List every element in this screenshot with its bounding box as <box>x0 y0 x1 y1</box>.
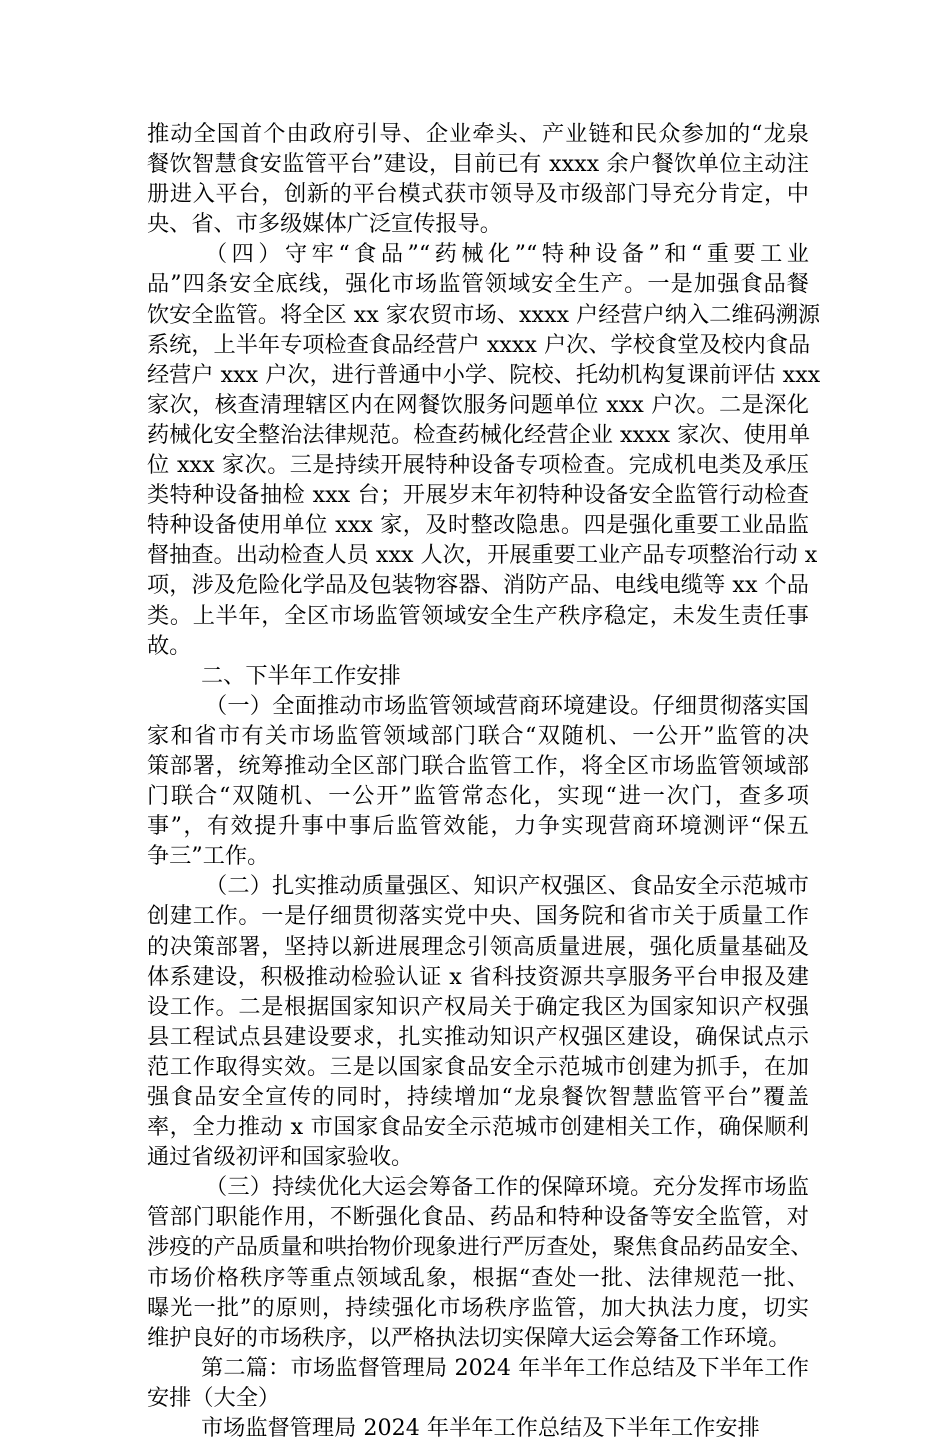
text-line: 曝光一批”的原则，持续强化市场秩序监管，加大执法力度，切实 <box>147 1294 809 1321</box>
text-line: 体系建设，积极推动检验认证 x 省科技资源共享服务平台申报及建 <box>147 963 809 990</box>
text-line: 维护良好的市场秩序，以严格执法切实保障大运会筹备工作环境。 <box>147 1324 791 1351</box>
text-line: （一）全面推动市场监管领域营商环境建设。仔细贯彻落实国 <box>205 692 809 719</box>
text-line: 家和省市有关市场监管领域部门联合“双随机、一公开”监管的决 <box>147 722 809 749</box>
text-line: 特种设备使用单位 xxx 家，及时整改隐患。四是强化重要工业品监 <box>147 512 809 539</box>
text-line: 门联合“双随机、一公开”监管常态化，实现“进一次门，查多项 <box>147 783 809 810</box>
text-line: 安排（大全） <box>147 1384 281 1411</box>
text-line: 管部门职能作用，不断强化食品、药品和特种设备等安全监管，对 <box>147 1204 809 1231</box>
text-line: 经营户 xxx 户次，进行普通中小学、院校、托幼机构复课前评估 xxx <box>147 361 821 388</box>
text-line: 强食品安全宣传的同时，持续增加“龙泉餐饮智慧监管平台”覆盖 <box>147 1084 809 1110</box>
document-body <box>147 119 821 1443</box>
text-line: 策部署，统筹推动全区部门联合监管工作，将全区市场监管领域部 <box>147 752 809 779</box>
text-line: 的决策部署，坚持以新进展理念引领高质量进展，强化质量基础及 <box>147 933 809 960</box>
text-line: 类。上半年，全区市场监管领域安全生产秩序稳定，未发生责任事 <box>147 602 809 629</box>
text-line: 饮安全监管。将全区 xx 家农贸市场、xxxx 户经营户纳入二维码溯源 <box>147 301 821 328</box>
text-line: 县工程试点县建设要求，扎实推动知识产权强区建设，确保试点示 <box>147 1023 809 1050</box>
text-line: （三）持续优化大运会筹备工作的保障环境。充分发挥市场监 <box>205 1174 809 1201</box>
text-line: 推动全国首个由政府引导、企业牵头、产业链和民众参加的“龙泉 <box>147 121 809 147</box>
text-line: 故。 <box>147 632 192 659</box>
text-line: 范工作取得实效。三是以国家食品安全示范城市创建为抓手，在加 <box>147 1053 809 1080</box>
text-line: 第二篇：市场监督管理局 2024 年半年工作总结及下半年工作 <box>201 1354 809 1381</box>
text-line: 涉疫的产品质量和哄抬物价现象进行严厉查处，聚焦食品药品安全、 <box>147 1234 813 1261</box>
text-line: 市场监督管理局 2024 年半年工作总结及下半年工作安排 <box>201 1415 760 1442</box>
text-line: 通过省级初评和国家验收。 <box>147 1144 414 1171</box>
text-line: （二）扎实推动质量强区、知识产权强区、食品安全示范城市 <box>205 873 809 900</box>
text-line: 位 xxx 家次。三是持续开展特种设备专项检查。完成机电类及承压 <box>147 452 809 479</box>
text-line: 类特种设备抽检 xxx 台；开展岁末年初特种设备安全监管行动检查 <box>147 482 809 509</box>
text-line: 餐饮智慧食安监管平台”建设，目前已有 xxxx 余户餐饮单位主动注 <box>147 151 809 178</box>
text-line: 系统，上半年专项检查食品经营户 xxxx 户次、学校食堂及校内食品 <box>147 331 811 358</box>
text-line: 事”，有效提升事中事后监管效能，力争实现营商环境测评“保五 <box>147 813 809 840</box>
text-line: 家次，核查清理辖区内在网餐饮服务问题单位 xxx 户次。二是深化 <box>147 391 809 418</box>
text-line: 争三”工作。 <box>147 843 270 870</box>
text-line: 品”四条安全底线，强化市场监管领域安全生产。一是加强食品餐 <box>147 271 809 298</box>
text-line: 率，全力推动 x 市国家食品安全示范城市创建相关工作，确保顺利 <box>147 1114 809 1141</box>
text-line: （四）守牢“食品”“药械化”“特种设备”和“重要工业 <box>205 241 809 268</box>
text-line: 设工作。二是根据国家知识产权局关于确定我区为国家知识产权强 <box>147 993 809 1020</box>
text-line: 创建工作。一是仔细贯彻落实党中央、国务院和省市关于质量工作 <box>147 903 809 930</box>
text-line: 药械化安全整治法律规范。检查药械化经营企业 xxxx 家次、使用单 <box>147 421 811 448</box>
text-line: 二、下半年工作安排 <box>201 662 401 689</box>
text-line: 央、省、市多级媒体广泛宣传报导。 <box>147 211 502 238</box>
text-line: 督抽查。出动检查人员 xxx 人次，开展重要工业产品专项整治行动 x <box>147 542 818 569</box>
text-line: 项，涉及危险化学品及包装物容器、消防产品、电线电缆等 xx 个品 <box>147 572 809 599</box>
text-line: 册进入平台，创新的平台模式获市领导及市级部门导充分肯定，中 <box>147 181 809 208</box>
text-line: 市场价格秩序等重点领域乱象，根据“查处一批、法律规范一批、 <box>147 1264 809 1291</box>
